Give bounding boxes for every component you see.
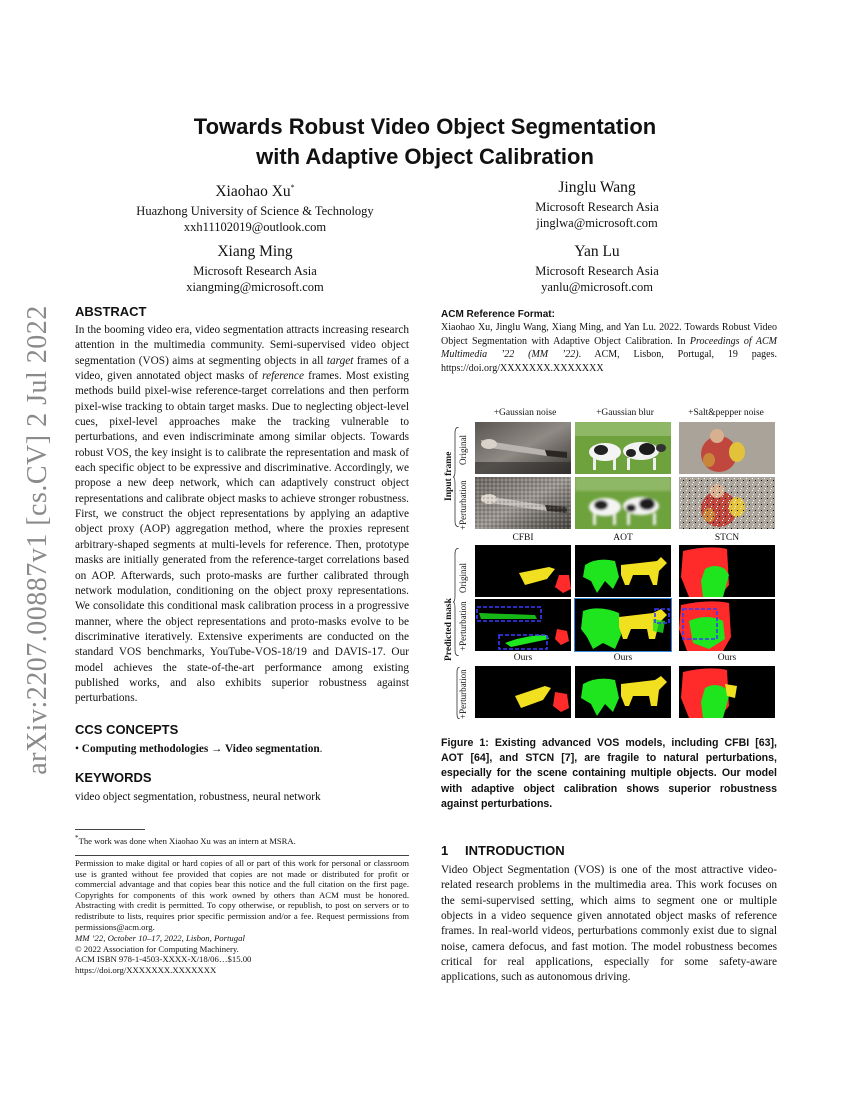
mask-tile-stcn-original — [679, 545, 775, 597]
mask-bracket — [453, 548, 461, 656]
row-label-perturbation: +Perturbation — [458, 601, 468, 651]
author-affiliation: Microsoft Research Asia — [535, 264, 659, 278]
copyright-line: © 2022 Association for Computing Machinery. — [75, 943, 239, 954]
mask-tile-cfbi-original — [475, 545, 571, 597]
venue-line: MM ’22, October 10–17, 2022, Lisbon, Portugal — [75, 933, 245, 944]
title-line-1: Towards Robust Video Object Segmentation — [193, 114, 657, 139]
image-tile-saltpepper-original — [679, 422, 775, 474]
abstract-text: frames of a video, given annotated object masks of — [75, 354, 409, 383]
mask-tile-ours-saltpepper — [679, 666, 775, 718]
author-email: yanlu@microsoft.com — [541, 280, 653, 294]
author-email: xxh11102019@outlook.com — [183, 220, 327, 235]
author-footnote-mark: * — [290, 183, 295, 192]
author-affiliation: Huazhong University of Science & Technology — [136, 204, 374, 219]
ours-bracket — [455, 667, 461, 719]
title-line-2: with Adaptive Object Calibration — [256, 144, 594, 169]
input-bracket — [453, 427, 461, 527]
introduction-heading — [441, 843, 565, 858]
group-label-predicted-mask: Predicted mask — [444, 598, 454, 661]
left-column — [75, 303, 409, 805]
row-label-original: Original — [458, 435, 468, 465]
author-affiliation: Microsoft Research Asia — [535, 200, 659, 214]
abstract-text: frames. Most existing methods build pixel-wise reference-target correlations and then perform pixel-wise tracking to obtain target masks. Due to neglecting object-level cues, pixel-level approaches make the tracking vulnerable to perturbations, and even indiscriminate among similar objects. Towards robust VOS, the key insight is to calibrate the representation and mask of each specific object to be expressive and discriminative. Accordingly, we propose a new deep network, which can adaptively construct object representations and calibrate object masks to achieve stronger robustness. First, we construct the object representations by applying an adaptive object proxy (AOP) aggregation method, where the proxies represent arbitrary-shaped segments at multi-levels for reference. Then, prototype masks are initially generated from the reference-target correlations based on AOP. Afterwards, such proto-masks are further calibrated through network modulation, conditioning on the object proxy representations. We consolidate this conditional mask calibration process in a progressive manner, where the object representations and proto-masks evolve to be discriminative iteratively. Extensive experiments are conducted on the standard VOS benchmarks, YouTube-VOS-18/19 and DAVIS-17. Our model achieves the state-of-the-art performance among existing published works, and also exhibits superior robustness against perturbations. — [75, 370, 409, 705]
section-title: INTRODUCTION — [465, 843, 565, 858]
acm-reference-format — [441, 308, 777, 375]
mask-tile-stcn-perturbed — [679, 599, 775, 651]
author-name: Xiaohao Xu — [215, 183, 291, 201]
mask-tile-aot-original — [575, 545, 671, 597]
image-tile-blur-perturbed — [575, 477, 671, 529]
abstract-emphasis: target — [326, 354, 354, 367]
col-label-ours-1: Ours — [513, 653, 533, 663]
col-label-stcn: STCN — [714, 533, 740, 543]
acm-reference-part: . ACM, Lisbon, Portugal, 19 pages. https://doi.org/XXXXXXX.XXXXXXX — [441, 349, 777, 374]
acm-reference-proceedings: Proceedings of ACM Multimedia ’22 (MM ’22) — [441, 335, 777, 361]
acm-reference-heading: ACM Reference Format: — [441, 309, 555, 320]
col-label-ours-3: Ours — [717, 653, 737, 663]
section-number: 1 — [441, 843, 449, 858]
image-tile-noise-original — [475, 422, 571, 474]
footnote-mark: * — [75, 834, 79, 842]
footnote-text: The work was done when Xiaohao Xu was an intern at MSRA. — [78, 835, 296, 846]
group-label-input-frame: Input frame — [444, 451, 454, 501]
col-label-salt-pepper: +Salt&pepper noise — [688, 408, 764, 418]
ccs-period: . — [319, 742, 323, 755]
arxiv-identifier: arXiv:2207.00887v1 [cs.CV] 2 Jul 2022 — [22, 305, 53, 775]
author-block-3 — [115, 242, 395, 295]
author-email: xiangming@microsoft.com — [186, 280, 324, 294]
mask-tile-ours-blur — [575, 666, 671, 718]
author-affiliation: Microsoft Research Asia — [193, 264, 317, 278]
figure-1 — [441, 405, 777, 723]
ccs-bullet: • — [75, 742, 79, 755]
introduction-text: Video Object Segmentation (VOS) is one of the most attractive video-related research problems in the multimedia area. This work focuses on the semi-supervised setting, which aims to segment one or multiple objects in a video sequence given annotated object masks of reference frames. In real-world videos, perturbations commonly exist due to signal noise, camera defocus, and fast motion. The model robustness becomes critical for real applications, especially for some safety-aware applications, such as autonomous driving. — [441, 864, 777, 984]
image-tile-saltpepper-perturbed — [679, 477, 775, 529]
col-label-cfbi: CFBI — [512, 533, 534, 543]
doi-line[interactable]: https://doi.org/XXXXXXX.XXXXXXX — [75, 964, 217, 975]
mask-tile-ours-noise — [475, 666, 571, 718]
keywords-text: video object segmentation, robustness, neural network — [75, 790, 321, 803]
author-name: Yan Lu — [574, 243, 620, 260]
row-label-original: Original — [458, 563, 468, 593]
author-block-2 — [472, 178, 722, 231]
acm-reference-part: Xiaohao Xu, Jinglu Wang, Xiang Ming, and Yan Lu. 2022. Towards Robust Video Object Segmentation with Adaptive Object Calibration. In — [441, 322, 777, 347]
acm-reference-text — [441, 321, 777, 375]
keywords-heading: KEYWORDS — [75, 769, 152, 785]
ccs-concepts — [75, 741, 409, 757]
permission-notice — [75, 858, 409, 976]
col-label-aot: AOT — [613, 533, 633, 543]
author-block-1 — [115, 178, 395, 235]
author-block-4 — [472, 242, 722, 295]
footnote-divider — [75, 829, 145, 830]
author-name: Jinglu Wang — [558, 179, 636, 196]
author-name: Xiang Ming — [217, 243, 293, 260]
footnote — [75, 833, 409, 847]
row-label-perturbation: +Perturbation — [458, 669, 468, 719]
figure-1-caption: Figure 1: Existing advanced VOS models, including CFBI [63], AOT [64], and STCN [7], are fragile to natural perturbations, especially for the scene containing multiple objects. Our model with adaptive object calibration shows superior robustness against perturbations. — [441, 737, 777, 810]
image-tile-noise-perturbed — [475, 477, 571, 529]
abstract-heading: ABSTRACT — [75, 304, 147, 319]
abstract-body — [75, 323, 409, 707]
author-email: jinglwa@microsoft.com — [536, 216, 658, 230]
col-label-gaussian-noise: +Gaussian noise — [493, 408, 557, 418]
mask-tile-aot-perturbed — [575, 599, 671, 651]
abstract-text: In the booming video era, video segmentation attracts increasing research attention in the multimedia community. Semi-supervised video object segmentation (VOS) aims at segmenting objects in all — [75, 324, 409, 367]
permission-divider — [75, 855, 409, 856]
abstract-emphasis: reference — [262, 370, 304, 383]
ccs-heading: CCS CONCEPTS — [75, 721, 179, 737]
isbn-line: ACM ISBN 978-1-4503-XXXX-X/18/06…$15.00 — [75, 954, 252, 965]
ccs-concept: Computing methodologies → Video segmentation — [81, 742, 320, 755]
col-label-gaussian-blur: +Gaussian blur — [596, 408, 654, 418]
col-label-ours-2: Ours — [613, 653, 633, 663]
permission-text: Permission to make digital or hard copies of all or part of this work for personal or classroom use is granted without fee provided that copies are not made or distributed for profit or commercial advantage and that copies bear this notice and the full citation on the first page. Copyrights for components of this work owned by others than ACM must be honored. Abstracting with credit is permitted. To copy otherwise, or republish, to post on servers or to redistribute to lists, requires prior specific permission and/or a fee. Request permissions from permissions@acm.org. — [75, 858, 409, 932]
image-tile-blur-original — [575, 422, 671, 474]
row-label-perturbation: +Perturbation — [458, 480, 468, 530]
paper-title — [0, 112, 850, 172]
mask-tile-cfbi-perturbed — [475, 599, 571, 651]
